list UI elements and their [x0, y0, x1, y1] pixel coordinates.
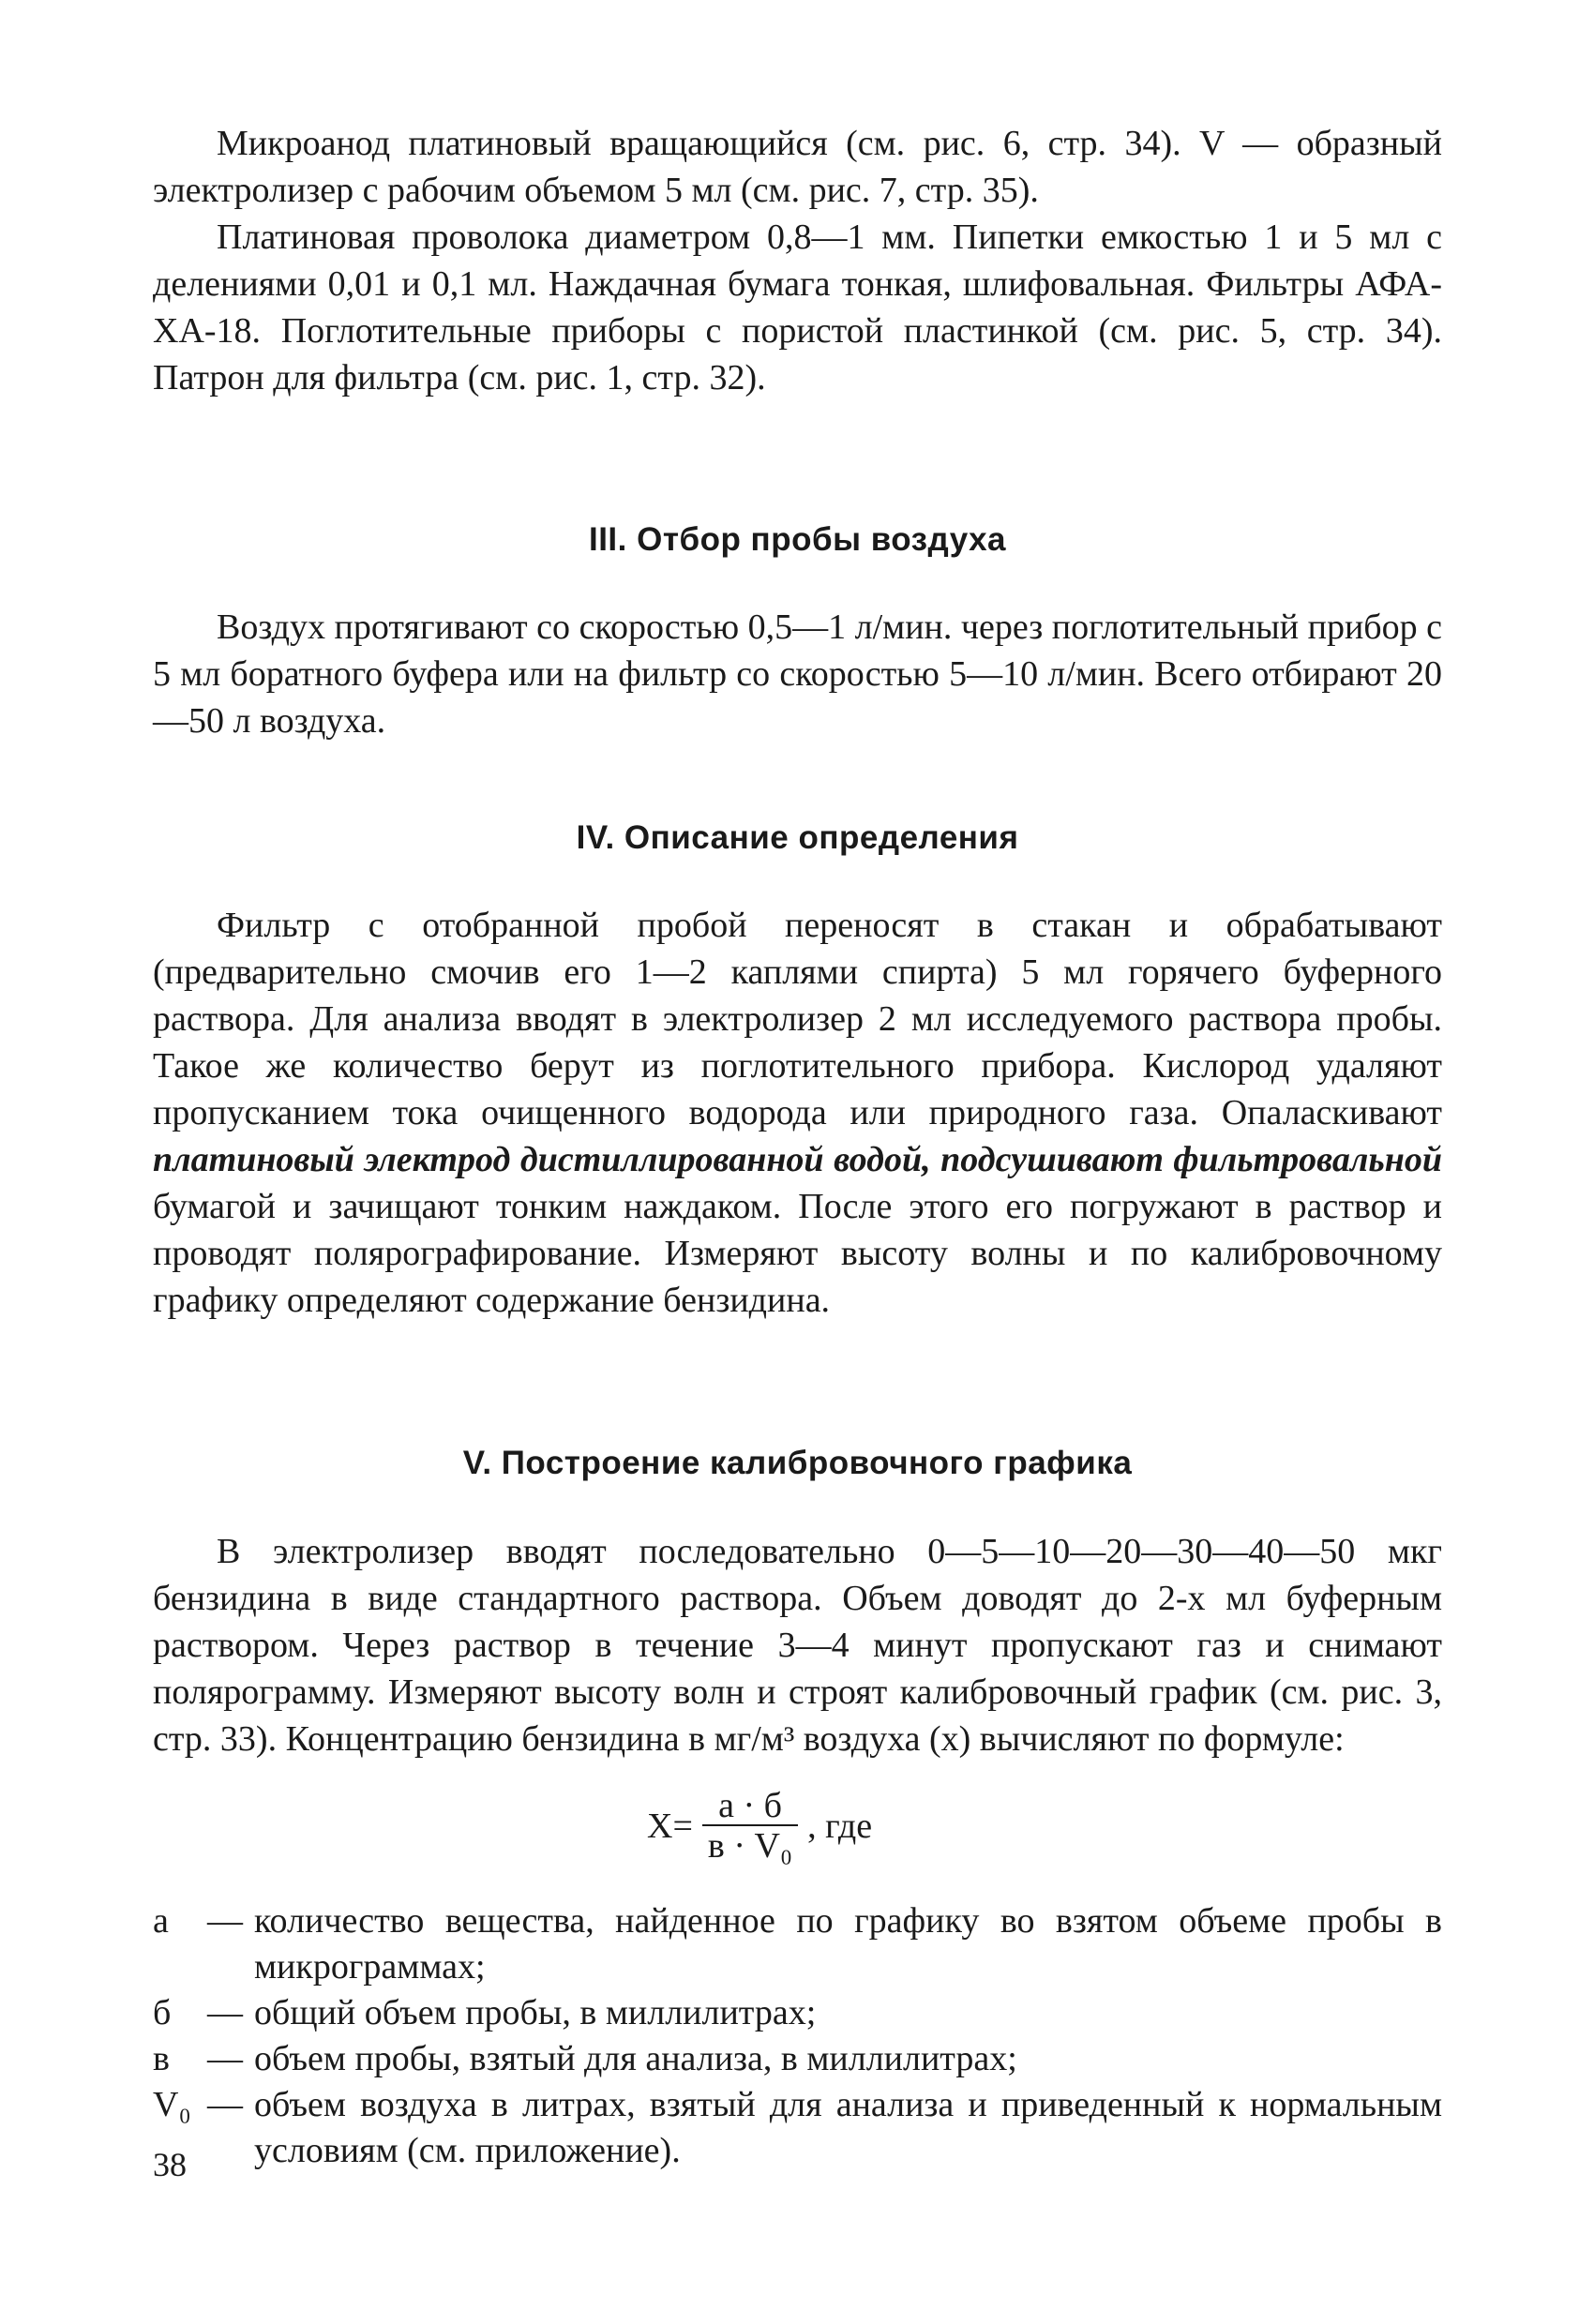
- legend-symbol: б: [153, 1993, 172, 2032]
- legend-item: [153, 2036, 1442, 2082]
- section-4-text-start: Фильтр с отобранной пробой переносят в стакан и обрабатывают (предварительно смочив его 1—2 каплями спирта) 5 мл горячего буферного раствора. Для анализа вводят в электролизер 2 мл исследуемого раствора пробы. Такое же количество берут из поглотительного прибора. Кислород удаляют пропусканием тока очищенного водорода или природного газа. Опаласкивают: [153, 906, 1442, 1132]
- section-4-text-end: бумагой и зачищают тонким наждаком. После этого его погружают в раствор и проводят полярографирование. Измеряют высоту волны и по калибровочному графику определяют содержание бензидина.: [153, 1187, 1442, 1320]
- section-4-body: [153, 902, 1442, 1324]
- legend-description: объем пробы, взятый для анализа, в миллилитрах;: [254, 2039, 1017, 2078]
- section-4-italic-text: платиновый электрод дистиллированной водой, подсушивают фильтровальной: [153, 1140, 1442, 1179]
- formula-suffix: , где: [807, 1807, 873, 1846]
- legend-dash: —: [207, 2085, 243, 2124]
- legend-dash: —: [207, 2039, 243, 2078]
- formula-numerator: а · б: [718, 1786, 782, 1825]
- section-5-heading: V. Построение калибровочного графика: [462, 1445, 1133, 1481]
- legend-item: [153, 1990, 1442, 2036]
- intro-paragraph-1: Микроанод платиновый вращающийся (см. рис. 6, стр. 34). V — образный электролизер с рабочим объемом 5 мл (см. рис. 7, стр. 35).: [153, 124, 1442, 210]
- legend-symbol: в: [153, 2039, 170, 2078]
- legend-dash: —: [207, 1901, 243, 1941]
- formula-lhs: X=: [647, 1807, 693, 1846]
- section-4-heading: IV. Описание определения: [576, 819, 1019, 856]
- formula-legend: [153, 1898, 1442, 2174]
- concentration-formula: [647, 1787, 872, 1866]
- legend-description: общий объем пробы, в миллилитрах;: [254, 1993, 817, 2032]
- section-5: [153, 1445, 1442, 1482]
- section-3: [153, 521, 1442, 559]
- section-5-body: [153, 1528, 1442, 1762]
- section-5-paragraph: В электролизер вводят последовательно 0—5—10—20—30—40—50 мкг бензидина в виде стандартного раствора. Объем доводят до 2-х мл буферным раствором. Через раствор в течение 3—4 минут пропускают газ и снимают полярограмму. Измеряют высоту волн и строят калибровочный график (см. рис. 3, стр. 33). Концентрацию бензидина в мг/м³ воздуха (х) вычисляют по формуле:: [153, 1532, 1442, 1759]
- section-4-paragraph: [153, 902, 1442, 1324]
- legend-description: объем воздуха в литрах, взятый для анализа и приведенный к нормальным условиям (см. приложение).: [254, 2085, 1442, 2170]
- page-number: 38: [153, 2146, 187, 2183]
- section-4: [153, 819, 1442, 857]
- section-3-heading: III. Отбор пробы воздуха: [588, 521, 1007, 558]
- legend-dash: —: [207, 1993, 243, 2032]
- intro-block: [153, 120, 1442, 401]
- formula-denominator: в · V₀: [702, 1824, 798, 1866]
- legend-symbol: V₀: [153, 2085, 191, 2124]
- legend-item: [153, 1898, 1442, 1990]
- legend-symbol: а: [153, 1901, 169, 1941]
- section-3-body: [153, 604, 1442, 744]
- intro-paragraph-2: Платиновая проволока диаметром 0,8—1 мм. Пипетки емкостью 1 и 5 мл с делениями 0,01 и 0,1 мл. Наждачная бумага тонкая, шлифовальная. Фильтры АФА-ХА-18. Поглотительные приборы с пористой пластинкой (см. рис. 5, стр. 34). Патрон для фильтра (см. рис. 1, стр. 32).: [153, 217, 1442, 397]
- legend-description: количество вещества, найденное по графику во взятом объеме пробы в микрограммах;: [254, 1901, 1442, 1987]
- formula-fraction: [702, 1787, 798, 1866]
- section-3-paragraph: Воздух протягивают со скоростью 0,5—1 л/мин. через поглотительный прибор с 5 мл боратного буфера или на фильтр со скоростью 5—10 л/мин. Всего отбирают 20—50 л воздуха.: [153, 607, 1442, 741]
- legend-item: [153, 2082, 1442, 2174]
